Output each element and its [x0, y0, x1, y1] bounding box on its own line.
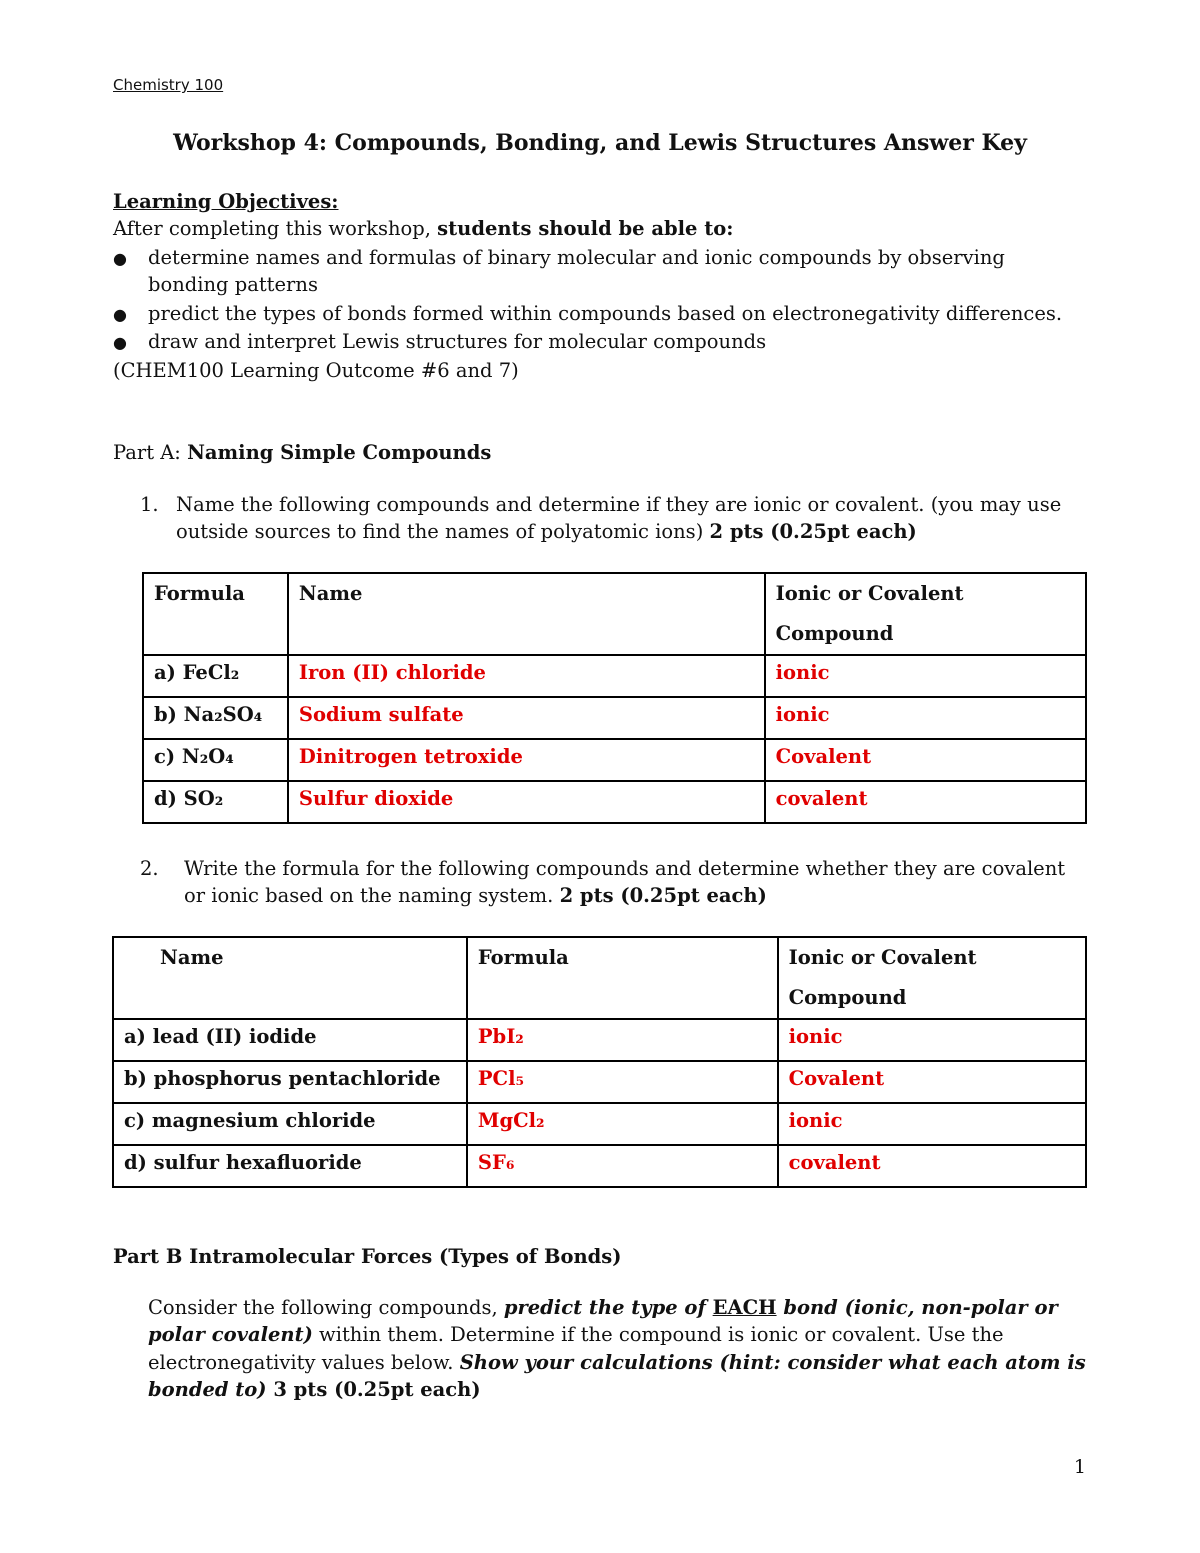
part-b-emphasis: bond (ionic, non-polar or	[776, 1296, 1058, 1319]
question-2-points: 2 pts (0.25pt each)	[559, 884, 767, 907]
objectives-intro-bold: students should be able to:	[437, 217, 734, 240]
cell-formula: d) SO₂	[143, 781, 288, 823]
header-formula: Formula	[467, 937, 778, 1019]
question-2-text: or ionic based on the naming system.	[184, 884, 560, 907]
objective-item-1-cont: bonding patterns	[148, 273, 318, 296]
page-number: 1	[1073, 1456, 1086, 1478]
learning-outcome: (CHEM100 Learning Outcome #6 and 7)	[113, 359, 519, 382]
cell-type: ionic	[778, 1103, 1086, 1145]
cell-formula: SF₆	[467, 1145, 778, 1187]
cell-name: Dinitrogen tetroxide	[288, 739, 765, 781]
part-b-emphasis: polar covalent)	[148, 1323, 313, 1346]
cell-name: b) phosphorus pentachloride	[113, 1061, 467, 1103]
question-2-number: 2.	[140, 857, 159, 880]
table-row	[143, 655, 1086, 697]
cell-formula: MgCl₂	[467, 1103, 778, 1145]
table-naming-compounds	[142, 572, 1087, 824]
cell-type: ionic	[778, 1019, 1086, 1061]
course-name: Chemistry 100	[113, 76, 224, 94]
cell-formula: PCl₅	[467, 1061, 778, 1103]
cell-formula: c) N₂O₄	[143, 739, 288, 781]
table-header-row	[143, 573, 1086, 655]
table-formula-compounds	[112, 936, 1087, 1188]
header-type	[778, 937, 1086, 1019]
header-type-line2: Compound	[775, 622, 894, 645]
part-b-emphasis: Show your calculations (hint: consider what each atom is	[459, 1351, 1086, 1374]
part-b-points: 3 pts (0.25pt each)	[266, 1378, 481, 1401]
table-row	[143, 739, 1086, 781]
part-b-each: EACH	[712, 1296, 777, 1319]
header-formula: Formula	[143, 573, 288, 655]
table-row	[143, 781, 1086, 823]
part-a-heading	[113, 439, 491, 467]
header-name: Name	[288, 573, 765, 655]
table-row	[113, 1019, 1086, 1061]
part-b-text: within them. Determine if the compound is ionic or covalent. Use the	[312, 1323, 1004, 1346]
objectives-heading: Learning Objectives:	[113, 190, 339, 213]
cell-type: ionic	[765, 697, 1086, 739]
cell-type: covalent	[778, 1145, 1086, 1187]
header-type-line2: Compound	[788, 986, 907, 1009]
header-type	[765, 573, 1086, 655]
question-1-line1: Name the following compounds and determine if they are ionic or covalent. (you may use	[176, 493, 1062, 516]
part-b-paragraph-line3	[148, 1349, 1086, 1377]
part-b-paragraph-line1	[148, 1294, 1058, 1322]
question-1-text: outside sources to find the names of polyatomic ions)	[176, 520, 710, 543]
question-1-points: 2 pts (0.25pt each)	[709, 520, 917, 543]
cell-type: Covalent	[778, 1061, 1086, 1103]
cell-name: c) magnesium chloride	[113, 1103, 467, 1145]
part-b-title: Intramolecular Forces (Types of Bonds)	[189, 1245, 622, 1268]
table-row	[113, 1145, 1086, 1187]
part-b-emphasis: bonded to)	[148, 1378, 267, 1401]
header-name: Name	[113, 937, 467, 1019]
objective-item-1: determine names and formulas of binary molecular and ionic compounds by observing	[148, 246, 1005, 269]
header-type-line1: Ionic or Covalent	[775, 582, 964, 605]
objectives-intro-plain: After completing this workshop,	[113, 217, 438, 240]
table-row	[113, 1061, 1086, 1103]
cell-name: Sulfur dioxide	[288, 781, 765, 823]
cell-name: d) sulfur hexafluoride	[113, 1145, 467, 1187]
question-2-line1: Write the formula for the following compounds and determine whether they are covalent	[184, 857, 1066, 880]
cell-type: Covalent	[765, 739, 1086, 781]
question-2-line2	[184, 882, 767, 910]
part-b-heading	[113, 1243, 621, 1271]
bullet-icon: ●	[113, 333, 127, 352]
cell-formula: a) FeCl₂	[143, 655, 288, 697]
part-b-text: Consider the following compounds,	[148, 1296, 504, 1319]
objective-item-2: predict the types of bonds formed within compounds based on electronegativity differences.	[148, 302, 1063, 325]
part-b-text: electronegativity values below.	[148, 1351, 460, 1374]
objectives-intro	[113, 215, 733, 243]
bullet-icon: ●	[113, 305, 127, 324]
cell-type: ionic	[765, 655, 1086, 697]
question-1-line2	[176, 518, 917, 546]
table-row	[143, 697, 1086, 739]
cell-formula: PbI₂	[467, 1019, 778, 1061]
objective-item-3: draw and interpret Lewis structures for molecular compounds	[148, 330, 767, 353]
cell-type: covalent	[765, 781, 1086, 823]
part-b-label: Part B	[113, 1245, 190, 1268]
part-b-paragraph-line2	[148, 1321, 1004, 1349]
table-row	[113, 1103, 1086, 1145]
table-header-row	[113, 937, 1086, 1019]
part-a-label: Part A:	[113, 441, 188, 464]
cell-name: a) lead (II) iodide	[113, 1019, 467, 1061]
cell-name: Iron (II) chloride	[288, 655, 765, 697]
cell-name: Sodium sulfate	[288, 697, 765, 739]
page-title: Workshop 4: Compounds, Bonding, and Lewis Structures Answer Key	[173, 130, 1027, 156]
part-a-title: Naming Simple Compounds	[187, 441, 492, 464]
header-type-line1: Ionic or Covalent	[788, 946, 977, 969]
cell-formula: b) Na₂SO₄	[143, 697, 288, 739]
part-b-paragraph-line4	[148, 1376, 481, 1404]
question-1-number: 1.	[140, 493, 159, 516]
part-b-emphasis: predict the type of	[503, 1296, 713, 1319]
bullet-icon: ●	[113, 249, 127, 268]
